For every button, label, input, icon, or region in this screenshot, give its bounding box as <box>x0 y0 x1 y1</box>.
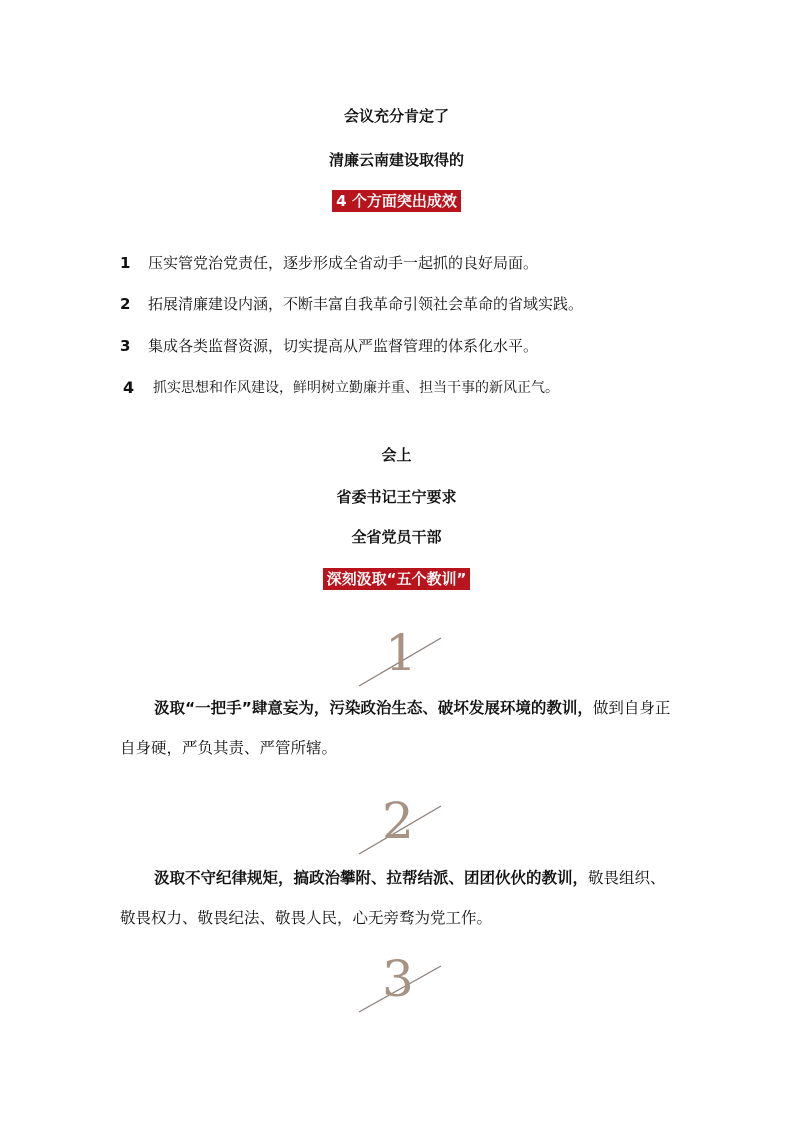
lesson-paragraph-2 <box>120 858 680 938</box>
achievement-text: 压实管党治党责任，逐步形成全省动手一起抓的良好局面。 <box>148 254 539 272</box>
achievement-number: 3 <box>120 337 131 355</box>
lesson-normal-text: 做到自身正自身硬，严负其责、严管所辖。 <box>120 699 671 757</box>
achievement-number: 4 <box>123 378 135 397</box>
numeral-digit: 3 <box>382 950 414 1008</box>
achievement-text: 拓展清廉建设内涵，不断丰富自我革命引领社会革命的省域实践。 <box>148 295 584 313</box>
achievement-item-2 <box>120 293 720 315</box>
achievement-item-3 <box>120 335 720 357</box>
section2-highlight-row <box>0 568 793 590</box>
section1-highlight: 4 个方面突出成效 <box>332 190 461 212</box>
numeral-digit: 1 <box>385 624 417 682</box>
lesson-numeral-3 <box>355 942 445 1022</box>
lesson-bold-text: 汲取“一把手”肆意妄为，污染政治生态、破坏发展环境的教训， <box>154 699 593 717</box>
section1-line1: 会议充分肯定了 <box>343 107 449 125</box>
section1-highlight-row <box>0 190 793 212</box>
section2-line1: 会上 <box>381 446 412 464</box>
section2-highlight: 深刻汲取“五个教训” <box>323 568 471 590</box>
lesson-numeral-1 <box>355 618 445 698</box>
achievement-text: 集成各类监督资源，切实提高从严监督管理的体系化水平。 <box>148 337 539 355</box>
section1-line2: 清廉云南建设取得的 <box>328 151 464 169</box>
achievement-number: 2 <box>120 295 131 313</box>
numeral-digit: 2 <box>382 792 414 850</box>
section2-line2: 省委书记王宁要求 <box>336 488 457 506</box>
lesson-normal-text: 敬畏组织、敬畏权力、敬畏纪法、敬畏人民，心无旁骛为党工作。 <box>120 869 666 927</box>
achievement-item-1 <box>120 252 720 274</box>
achievement-number: 1 <box>120 254 131 272</box>
achievement-item-4 <box>120 377 720 399</box>
lesson-numeral-2 <box>355 788 445 868</box>
lesson-bold-text: 汲取不守纪律规矩，搞政治攀附、拉帮结派、团团伙伙的教训， <box>154 869 589 887</box>
section2-line3: 全省党员干部 <box>351 528 442 546</box>
achievement-text: 抓实思想和作风建设，鲜明树立勤廉并重、担当干事的新风正气。 <box>153 380 559 396</box>
lesson-paragraph-1 <box>120 688 680 768</box>
